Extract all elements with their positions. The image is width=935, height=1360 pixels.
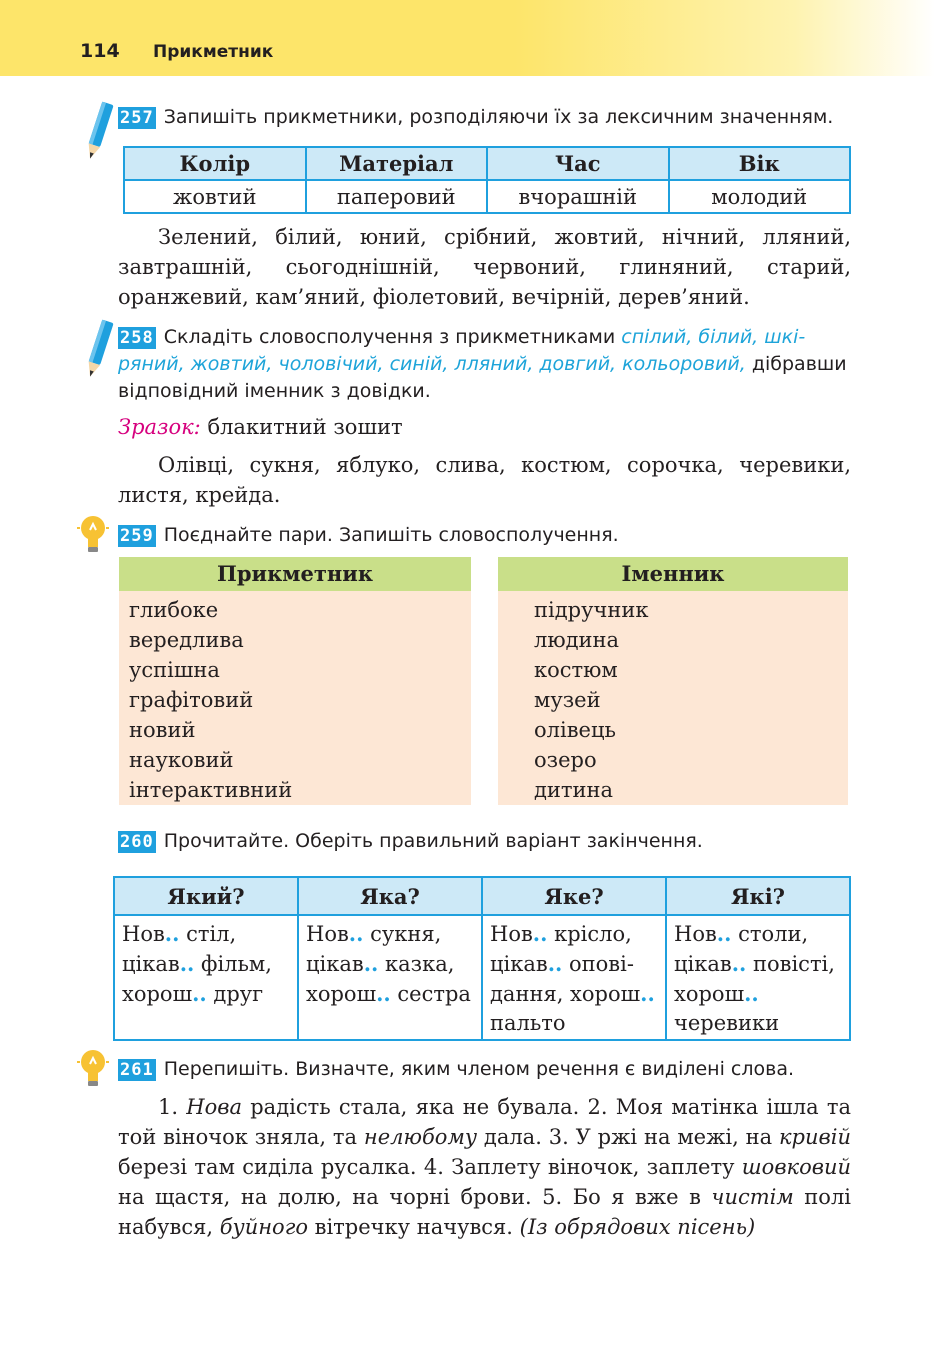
- task-261-instruction: 261 Перепишіть. Визначте, яким членом речення є виділені слова.: [120, 1058, 795, 1080]
- cell-text: фільм, хорош: [122, 952, 272, 1006]
- task-260-table: [113, 876, 851, 1041]
- table-header: Час: [487, 147, 669, 180]
- gap-dots: ..: [179, 951, 195, 976]
- cell-text: сестра: [390, 982, 471, 1006]
- task-259-instruction: 259 Поєднайте пари. Запишіть словосполучення.: [120, 524, 619, 546]
- lightbulb-icon: [76, 512, 110, 556]
- list-item: дитина: [534, 778, 614, 802]
- cell-text: сукня, цікав: [306, 922, 442, 976]
- gap-dots: ..: [716, 921, 732, 946]
- highlighted-word: чистім: [711, 1185, 794, 1209]
- task-261-text: [118, 1092, 851, 1242]
- highlighted-word: шовковий: [741, 1155, 851, 1179]
- list-item: вередлива: [129, 628, 244, 652]
- task-257-words: Зелений, білий, юний, срібний, жовтий, нічний, лляний, завтрашній, сьогоднішній, червоний, глиняний, старий, оранжевий, кам’яний, фіолетовий, вечірній, дерев’яний.: [118, 225, 851, 309]
- table-header: Який?: [114, 877, 298, 915]
- cell-text: стіл, цікав: [122, 922, 237, 976]
- column-header: Прикметник: [119, 557, 471, 591]
- cell-text: пальто: [490, 1011, 566, 1035]
- highlighted-word: кривій: [779, 1125, 851, 1149]
- highlighted-word: Нова: [186, 1095, 242, 1119]
- section-title: Прикметник: [153, 42, 274, 62]
- list-item: озеро: [534, 748, 597, 772]
- cell-text: повісті, хорош: [674, 952, 835, 1006]
- task-number: 258: [120, 328, 154, 348]
- page-number: 114: [80, 40, 120, 62]
- cell-text: оповідання, хорош: [490, 952, 641, 1006]
- text-fragment: на щастя, на долю, на чорні брови. 5. Бо я вже в: [118, 1185, 712, 1209]
- table-cell: молодий: [669, 180, 851, 213]
- table-cell: [482, 915, 666, 1040]
- highlighted-word: нелюбому: [363, 1125, 478, 1149]
- cell-text: друг: [206, 982, 264, 1006]
- gap-dots: ..: [731, 951, 747, 976]
- list-item: олівець: [534, 718, 616, 742]
- adjective-list: спілий, білий, шкіряний, жовтий, чоловічий, синій, лляний, довгий, кольоровий,: [118, 326, 806, 375]
- task-257-instruction: 257 Запишіть прикметники, розподіляючи їх за лексичним значенням.: [120, 106, 834, 128]
- table-header: Вік: [669, 147, 851, 180]
- noun-column: [498, 557, 848, 805]
- cell-text: черевики: [674, 1011, 780, 1035]
- highlighted-word: буйного: [219, 1215, 308, 1239]
- list-item: науковий: [129, 748, 234, 772]
- page-header: [0, 0, 935, 76]
- gap-dots: ..: [348, 921, 364, 946]
- list-item: інтерактивний: [129, 778, 293, 802]
- text-fragment: радість стала, яка не бувала. 2. Моя матінка ішла та той віночок зняла, та: [118, 1095, 851, 1149]
- gap-dots: ..: [363, 951, 379, 976]
- cell-text: крісло, цікав: [490, 922, 632, 976]
- table-header: Колір: [124, 147, 306, 180]
- list-item: графітовий: [129, 688, 254, 712]
- table-cell: паперовий: [306, 180, 488, 213]
- gap-dots: ..: [532, 921, 548, 946]
- table-cell: [114, 915, 298, 1040]
- table-header: Матеріал: [306, 147, 488, 180]
- text-fragment: березі там сиділа русалка. 4. Заплету віночок, заплету: [118, 1155, 742, 1179]
- table-cell: вчорашній: [487, 180, 669, 213]
- gap-dots: ..: [547, 951, 563, 976]
- cell-text: Нов: [306, 922, 349, 946]
- text-fragment: вітречку начувся.: [307, 1215, 520, 1239]
- sample-label: Зразок:: [118, 415, 201, 439]
- cell-text: казка, хорош: [306, 952, 455, 1006]
- adjective-column: [119, 557, 471, 805]
- list-item: людина: [534, 628, 620, 652]
- cell-text: Нов: [490, 922, 533, 946]
- task-257-table: [123, 146, 851, 214]
- pencil-icon: [84, 100, 114, 162]
- list-item: глибоке: [129, 598, 219, 622]
- sample-text: блакитний зошит: [200, 415, 403, 439]
- table-cell: [666, 915, 850, 1040]
- highlighted-word: (Із обрядових пісень): [519, 1215, 756, 1239]
- task-number: 261: [120, 1060, 154, 1080]
- gap-dots: ..: [744, 981, 759, 1006]
- lightbulb-icon: [76, 1046, 110, 1090]
- gap-dots: ..: [192, 981, 207, 1006]
- text-fragment: дала. 3. У ржі на межі, на: [477, 1125, 780, 1149]
- text-fragment: полі набувся,: [118, 1185, 852, 1239]
- sample-line: [118, 412, 851, 442]
- pencil-icon: [84, 318, 114, 380]
- task-number: 257: [120, 108, 154, 128]
- table-header: Які?: [666, 877, 850, 915]
- table-header: Яке?: [482, 877, 666, 915]
- list-item: новий: [129, 718, 196, 742]
- column-header: Іменник: [498, 557, 848, 591]
- cell-text: столи, цікав: [674, 922, 809, 976]
- task-258-instruction: 258 Складіть словосполучення з прикметниками спілий, білий, шкіряний, жовтий, чоловічий, синій, лляний, довгий, кольоровий, дібравши відповідний іменник з довідки.: [118, 326, 847, 402]
- table-cell: [298, 915, 482, 1040]
- cell-text: Нов: [122, 922, 165, 946]
- table-header: Яка?: [298, 877, 482, 915]
- list-item: музей: [534, 688, 601, 712]
- gap-dots: ..: [640, 981, 655, 1006]
- text-fragment: 1.: [158, 1095, 187, 1119]
- gap-dots: ..: [376, 981, 391, 1006]
- list-item: підручник: [534, 598, 649, 622]
- task-number: 260: [120, 832, 154, 852]
- gap-dots: ..: [164, 921, 180, 946]
- list-item: успішна: [129, 658, 220, 682]
- cell-text: Нов: [674, 922, 717, 946]
- table-cell: жовтий: [124, 180, 306, 213]
- list-item: костюм: [534, 658, 618, 682]
- task-260-instruction: 260 Прочитайте. Оберіть правильний варіант закінчення.: [120, 830, 703, 852]
- task-number: 259: [120, 526, 154, 546]
- task-258-nouns: Олівці, сукня, яблуко, слива, костюм, сорочка, черевики, листя, крейда.: [118, 453, 851, 507]
